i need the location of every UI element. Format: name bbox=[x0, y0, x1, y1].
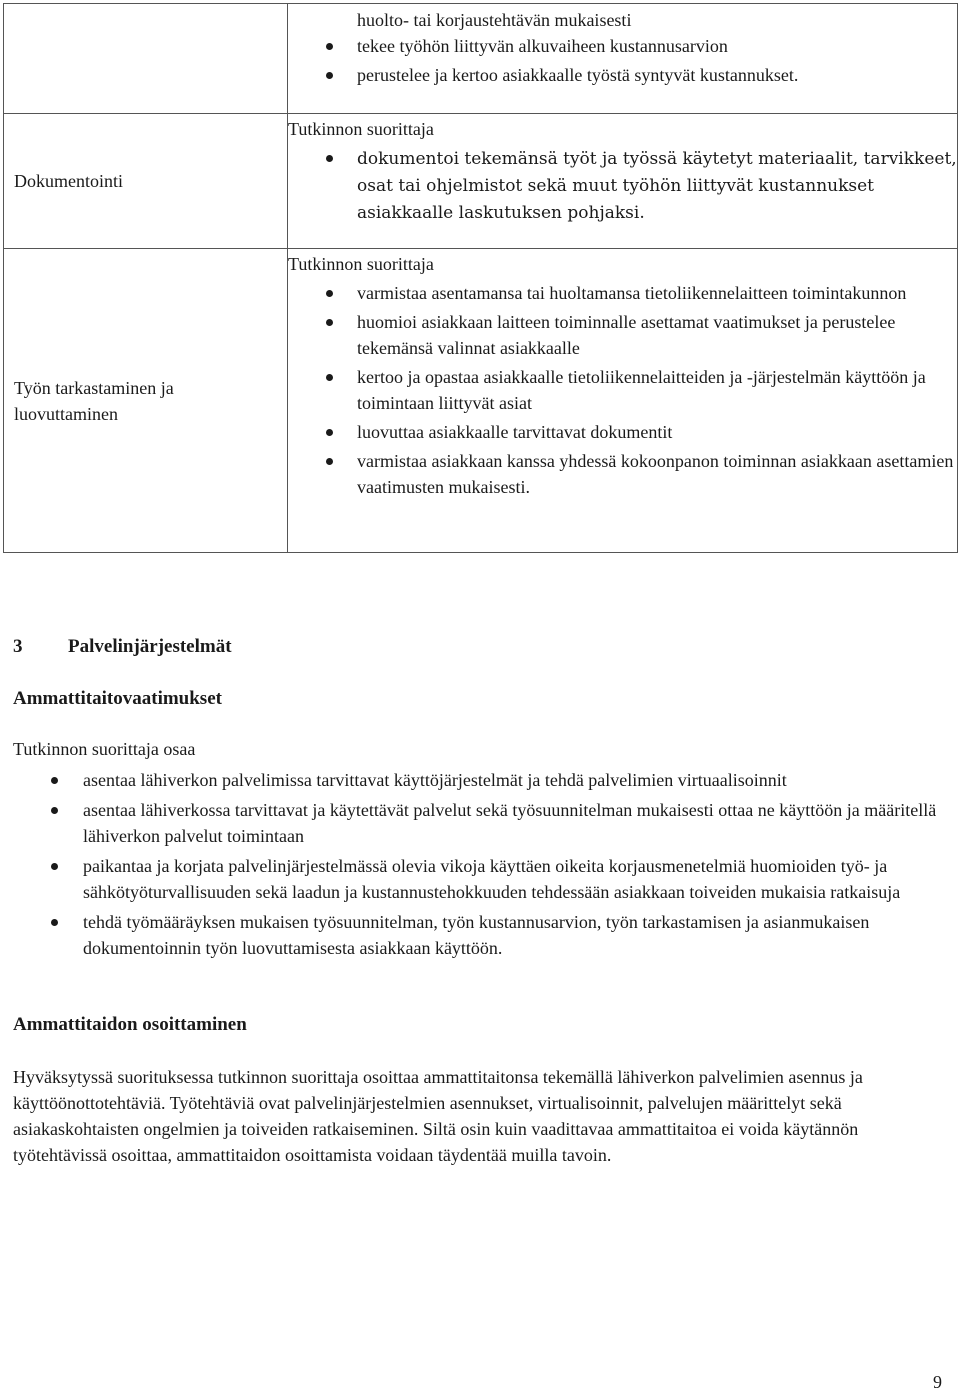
list-item: asentaa lähiverkon palvelimissa tarvittavat käyttöjärjestelmät ja tehdä palvelimien virtuaalisoinnit bbox=[13, 767, 948, 793]
bullet-icon bbox=[326, 155, 333, 162]
bullet-icon bbox=[51, 807, 58, 814]
bullet-icon bbox=[326, 429, 333, 436]
table-cell-right bbox=[288, 4, 958, 114]
cell-heading: Tutkinnon suorittaja bbox=[288, 254, 434, 274]
demonstration-paragraph: Hyväksytyssä suorituksessa tutkinnon suorittaja osoittaa ammattitaitonsa tekemällä lähiverkon palvelimien asennus ja käyttöönottotehtäviä. Työtehtäviä ovat palvelinjärjestelmien asennukset, virtualisoinnit, palvelujen määrittelyt sekä asiakaskohtaisten ongelmien ja toiveiden ratkaiseminen. Siltä osin kuin vaadittavaa ammattitaitoa ei voida käytännön työtehtävissä osoittaa, ammattitaidon osoittamista voidaan täydentää muilla tavoin. bbox=[13, 1067, 863, 1165]
bullet-icon bbox=[51, 863, 58, 870]
list-item: dokumentoi tekemänsä työt ja työssä käytetyt materiaalit, tarvikkeet, osat tai ohjelmistot sekä muut työhön liittyvät kustannukset asiakkaalle laskutuksen pohjaksi. bbox=[288, 145, 957, 226]
table-cell-right bbox=[288, 114, 958, 249]
bullet-icon bbox=[51, 919, 58, 926]
list-item-text: huolto- tai korjaustehtävän mukaisesti bbox=[357, 10, 632, 30]
list-item: varmistaa asentamansa tai huoltamansa tietoliikennelaitteen toimintakunnon bbox=[288, 280, 957, 306]
table-row bbox=[4, 249, 958, 553]
list-item: paikantaa ja korjata palvelinjärjestelmässä olevia vikoja käyttäen oikeita korjausmenetelmiä huomioiden työ- ja sähkötyöturvallisuuden sekä laadun ja kustannustehokkuuden tehdessään asiakkaan toiveiden mukaisia ratkaisuja bbox=[13, 853, 948, 905]
bullet-icon bbox=[326, 290, 333, 297]
table-row bbox=[4, 4, 958, 114]
bullet-icon bbox=[326, 458, 333, 465]
bullet-list bbox=[288, 33, 957, 88]
section-title bbox=[13, 634, 232, 660]
criteria-label-tarkastaminen: Työn tarkastaminen ja luovuttaminen bbox=[14, 377, 174, 424]
criteria-label-dokumentointi: Dokumentointi bbox=[14, 171, 123, 191]
bullet-icon bbox=[326, 72, 333, 79]
list-item: varmistaa asiakkaan kanssa yhdessä kokoonpanon toiminnan asiakkaan asettamien vaatimusten mukaisesti. bbox=[288, 448, 957, 500]
bullet-icon bbox=[326, 43, 333, 50]
list-item: luovuttaa asiakkaalle tarvittavat dokumentit bbox=[288, 419, 957, 445]
table-row bbox=[4, 114, 958, 249]
bullet-icon bbox=[51, 777, 58, 784]
section-number: 3 bbox=[13, 636, 23, 657]
cell-heading: Tutkinnon suorittaja bbox=[288, 119, 434, 139]
list-item: tehdä työmääräyksen mukaisen työsuunnitelman, työn kustannusarvion, työn tarkastamisen ja asianmukaisen dokumentoinnin työn luovuttamisesta asiakkaan käyttöön. bbox=[13, 909, 948, 961]
list-item: huomioi asiakkaan laitteen toiminnalle asettamat vaatimukset ja perustelee tekemänsä valinnat asiakkaalle bbox=[288, 309, 957, 361]
table-cell-left bbox=[4, 114, 288, 249]
bullet-icon bbox=[326, 374, 333, 381]
requirements-intro: Tutkinnon suorittaja osaa bbox=[13, 739, 196, 759]
page-number: 9 bbox=[933, 1372, 942, 1392]
list-item: perustelee ja kertoo asiakkaalle työstä syntyvät kustannukset. bbox=[288, 62, 957, 88]
demonstration-heading: Ammattitaidon osoittaminen bbox=[13, 1014, 247, 1035]
list-item: asentaa lähiverkossa tarvittavat ja käytettävät palvelut sekä työsuunnitelman mukaisesti ottaa ne käyttöön ja määritellä lähiverkon palvelut toimintaan bbox=[13, 797, 948, 849]
requirements-heading: Ammattitaitovaatimukset bbox=[13, 688, 222, 709]
requirements-list bbox=[13, 767, 948, 961]
bullet-icon bbox=[326, 319, 333, 326]
table-cell-right bbox=[288, 249, 958, 553]
section-title-text: Palvelinjärjestelmät bbox=[68, 636, 232, 657]
list-item: tekee työhön liittyvän alkuvaiheen kustannusarvion bbox=[288, 33, 957, 59]
table-cell-left bbox=[4, 249, 288, 553]
criteria-table bbox=[3, 3, 958, 553]
bullet-list bbox=[288, 280, 957, 500]
bullet-list bbox=[288, 145, 957, 226]
list-item: kertoo ja opastaa asiakkaalle tietoliikennelaitteiden ja -järjestelmän käyttöön ja toimintaan liittyvät asiat bbox=[288, 364, 957, 416]
table-cell-left-empty bbox=[4, 4, 288, 114]
